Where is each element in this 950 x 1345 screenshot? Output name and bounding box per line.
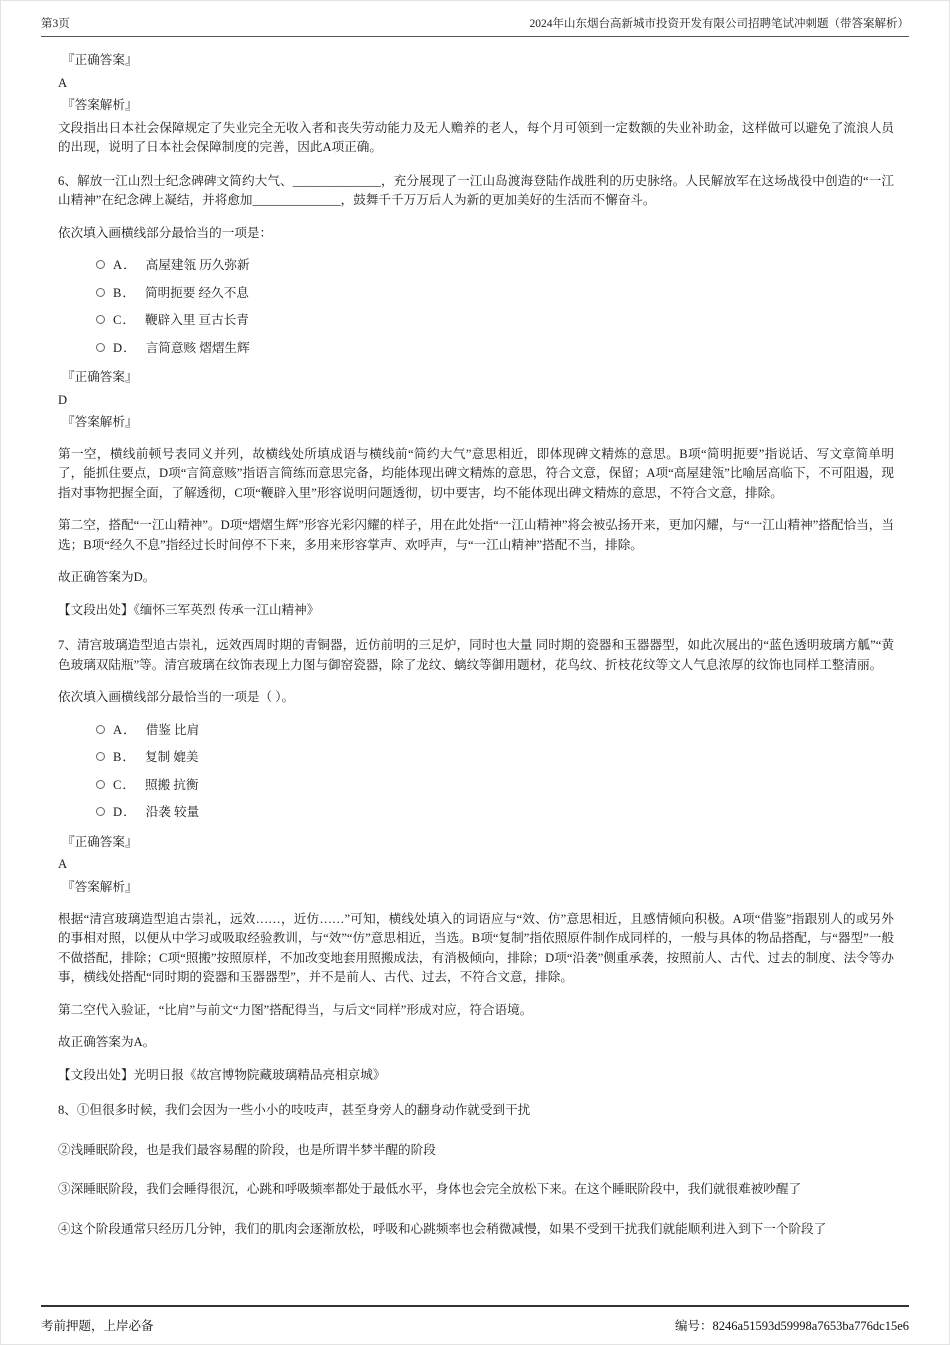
option-key: C． — [113, 777, 136, 792]
option-row[interactable] — [96, 803, 894, 823]
radio-icon[interactable] — [96, 780, 105, 789]
question7-prompt: 依次填入画横线部分最恰当的一项是（ ）。 — [58, 690, 295, 705]
question8-item: ③深睡眠阶段，我们会睡得很沉，心跳和呼吸频率都处于最低水平，身体也会完全放松下来。在这个睡眠阶段中，我们就很难被吵醒了 — [58, 1182, 802, 1197]
question8-item: ④这个阶段通常只经历几分钟，我们的肌肉会逐渐放松，呼吸和心跳频率也会稍微减慢，如果不受到干扰我们就能顺利进入到下一个阶段了 — [58, 1221, 827, 1236]
header-divider — [41, 36, 909, 37]
question7-stem: 7、清宫玻璃造型追古崇礼，远效西周时期的青铜器，近仿前明的三足炉，同时也大量 同时期的瓷器和玉器器型，如此次展出的“蓝色透明玻璃方觚”“黄色玻璃双陆瓶”等。清宫玻璃在纹饰表现上力图与御窑瓷器，除了龙纹、螭纹等御用题材，花鸟纹、折枝花纹等文人气息浓厚的纹饰也同样工整清丽。 — [58, 638, 894, 672]
correct-answer-label: 『正确答案』 — [62, 834, 138, 849]
analysis-paragraph: 第二空，搭配“一江山精神”。D项“熠熠生辉”形容光彩闪耀的样子，用在此处指“一江山精神”将会被弘扬开来，更加闪耀，与“一江山精神”搭配恰当，当选；B项“经久不息”指经过长时间停不下来，多用来形容掌声、欢呼声，与“一江山精神”搭配不当，排除。 — [58, 518, 894, 552]
option-key: B． — [113, 750, 136, 765]
option-row[interactable] — [96, 776, 894, 796]
question8-item: ②浅睡眠阶段，也是我们最容易醒的阶段，也是所谓半梦半醒的阶段 — [58, 1142, 436, 1157]
analysis-label: 『答案解析』 — [62, 98, 138, 113]
source-reference: 【文段出处】《缅怀三军英烈 传承一江山精神》 — [58, 602, 320, 617]
page-footer — [41, 1316, 909, 1334]
option-key: D． — [113, 805, 137, 820]
footer-serial-number: 编号：8246a51593d59998a7653ba776dc15e6 — [675, 1319, 909, 1333]
footer-divider — [41, 1305, 909, 1307]
option-row[interactable] — [96, 339, 894, 359]
option-text: 复制 媲美 — [145, 750, 199, 765]
correct-answer-label: 『正确答案』 — [62, 53, 138, 67]
radio-icon[interactable] — [96, 725, 105, 734]
radio-icon[interactable] — [96, 315, 105, 324]
option-text: 借鉴 比肩 — [145, 722, 200, 737]
analysis-paragraph: 第一空，横线前顿号表同义并列，故横线处所填成语与横线前“简约大气”意思相近，即体现碑文精炼的意思。B项“简明扼要”指说话、写文章简单明了，能抓住要点，D项“言简意赅”指语言简练而意思完备，均能体现出碑文精炼的意思，符合文意，保留；A项“高屋建瓴”比喻居高临下，不可阻遏，现指对事物把握全面，了解透彻，C项“鞭辟入里”形容说明问题透彻，切中要害，均不能体现出碑文精炼的意思，不符合文意，排除。 — [58, 446, 894, 500]
option-key: C． — [113, 313, 136, 328]
option-row[interactable] — [96, 311, 894, 331]
option-text: 照搬 抗衡 — [145, 777, 199, 792]
option-key: A． — [113, 722, 137, 737]
radio-icon[interactable] — [96, 807, 105, 816]
question6-options — [96, 256, 894, 358]
document-content — [58, 51, 894, 1300]
option-text: 言简意赅 熠熠生辉 — [145, 340, 250, 355]
document-title: 2024年山东烟台高新城市投资开发有限公司招聘笔试冲刺题（带答案解析） — [529, 18, 909, 30]
analysis-label: 『答案解析』 — [62, 415, 138, 430]
analysis-paragraph: 第二空代入验证，“比肩”与前文“力图”搭配得当，与后文“同样”形成对应，符合语境。 — [58, 1002, 533, 1017]
option-row[interactable] — [96, 256, 894, 276]
option-text: 沿袭 较量 — [145, 805, 200, 820]
analysis-paragraph: 文段指出日本社会保障规定了失业完全无收入者和丧失劳动能力及无人赡养的老人，每个月可领到一定数额的失业补助金，这样做可以避免了流浪人员的出现，说明了日本社会保障制度的完善，因此A项正确。 — [58, 120, 894, 155]
option-row[interactable] — [96, 284, 894, 304]
option-text: 简明扼要 经久不息 — [145, 285, 249, 300]
page-number: 第3页 — [41, 18, 70, 30]
analysis-paragraph: 根据“清宫玻璃造型追古崇礼，远效……，近仿……”可知，横线处填入的词语应与“效、仿”意思相近，且感情倾向积极。A项“借鉴”指跟别人的或另外的事相对照，以便从中学习或吸取经验教训，与“效”“仿”意思相近，当选。B项“复制”指依照原件制作成同样的，一般与具体的物品搭配，与“器型”一般不做搭配，排除；C项“照搬”按照原样，不加改变地套用照搬成法，有消极倾向，排除；D项“沿袭”侧重承袭，按照前人、古代、过去的制度、法令等办事，横线处搭配“同时期的瓷器和玉器器型”，并不是前人、古代、过去，不符合文意，排除。 — [58, 911, 894, 985]
radio-icon[interactable] — [96, 343, 105, 352]
option-key: B． — [113, 285, 136, 300]
radio-icon[interactable] — [96, 752, 105, 761]
question6-stem: 6、解放一江山烈士纪念碑碑文简约大气、______________，充分展现了一江山岛渡海登陆作战胜利的历史脉络。人民解放军在这场战役中创造的“一江山精神”在纪念碑上凝结，并将愈加______________，鼓舞千千万万后人为新的更加美好的生活而不懈奋斗。 — [58, 173, 894, 208]
radio-icon[interactable] — [96, 288, 105, 297]
option-key: D． — [113, 340, 137, 355]
option-text: 鞭辟入里 亘古长青 — [145, 313, 249, 328]
footer-slogan: 考前押题，上岸必备 — [41, 1319, 154, 1333]
question8-item: 8、①但很多时候，我们会因为一些小小的吱吱声，甚至身旁人的翻身动作就受到干扰 — [58, 1103, 531, 1118]
correct-answer-value: D — [58, 392, 68, 407]
option-row[interactable] — [96, 748, 894, 768]
correct-answer-value: A — [58, 857, 68, 872]
conclusion: 故正确答案为A。 — [58, 1035, 156, 1050]
option-text: 高屋建瓴 历久弥新 — [145, 258, 250, 273]
correct-answer-label: 『正确答案』 — [62, 370, 138, 385]
conclusion: 故正确答案为D。 — [58, 570, 156, 585]
question7-options — [96, 721, 894, 823]
correct-answer-value: A — [58, 75, 68, 90]
option-key: A． — [113, 258, 137, 273]
analysis-label: 『答案解析』 — [62, 879, 138, 894]
page-header — [41, 15, 909, 31]
radio-icon[interactable] — [96, 260, 105, 269]
source-reference: 【文段出处】光明日报《故宫博物院藏玻璃精品亮相京城》 — [58, 1067, 386, 1082]
question6-prompt: 依次填入画横线部分最恰当的一项是： — [58, 225, 273, 240]
option-row[interactable] — [96, 721, 894, 741]
